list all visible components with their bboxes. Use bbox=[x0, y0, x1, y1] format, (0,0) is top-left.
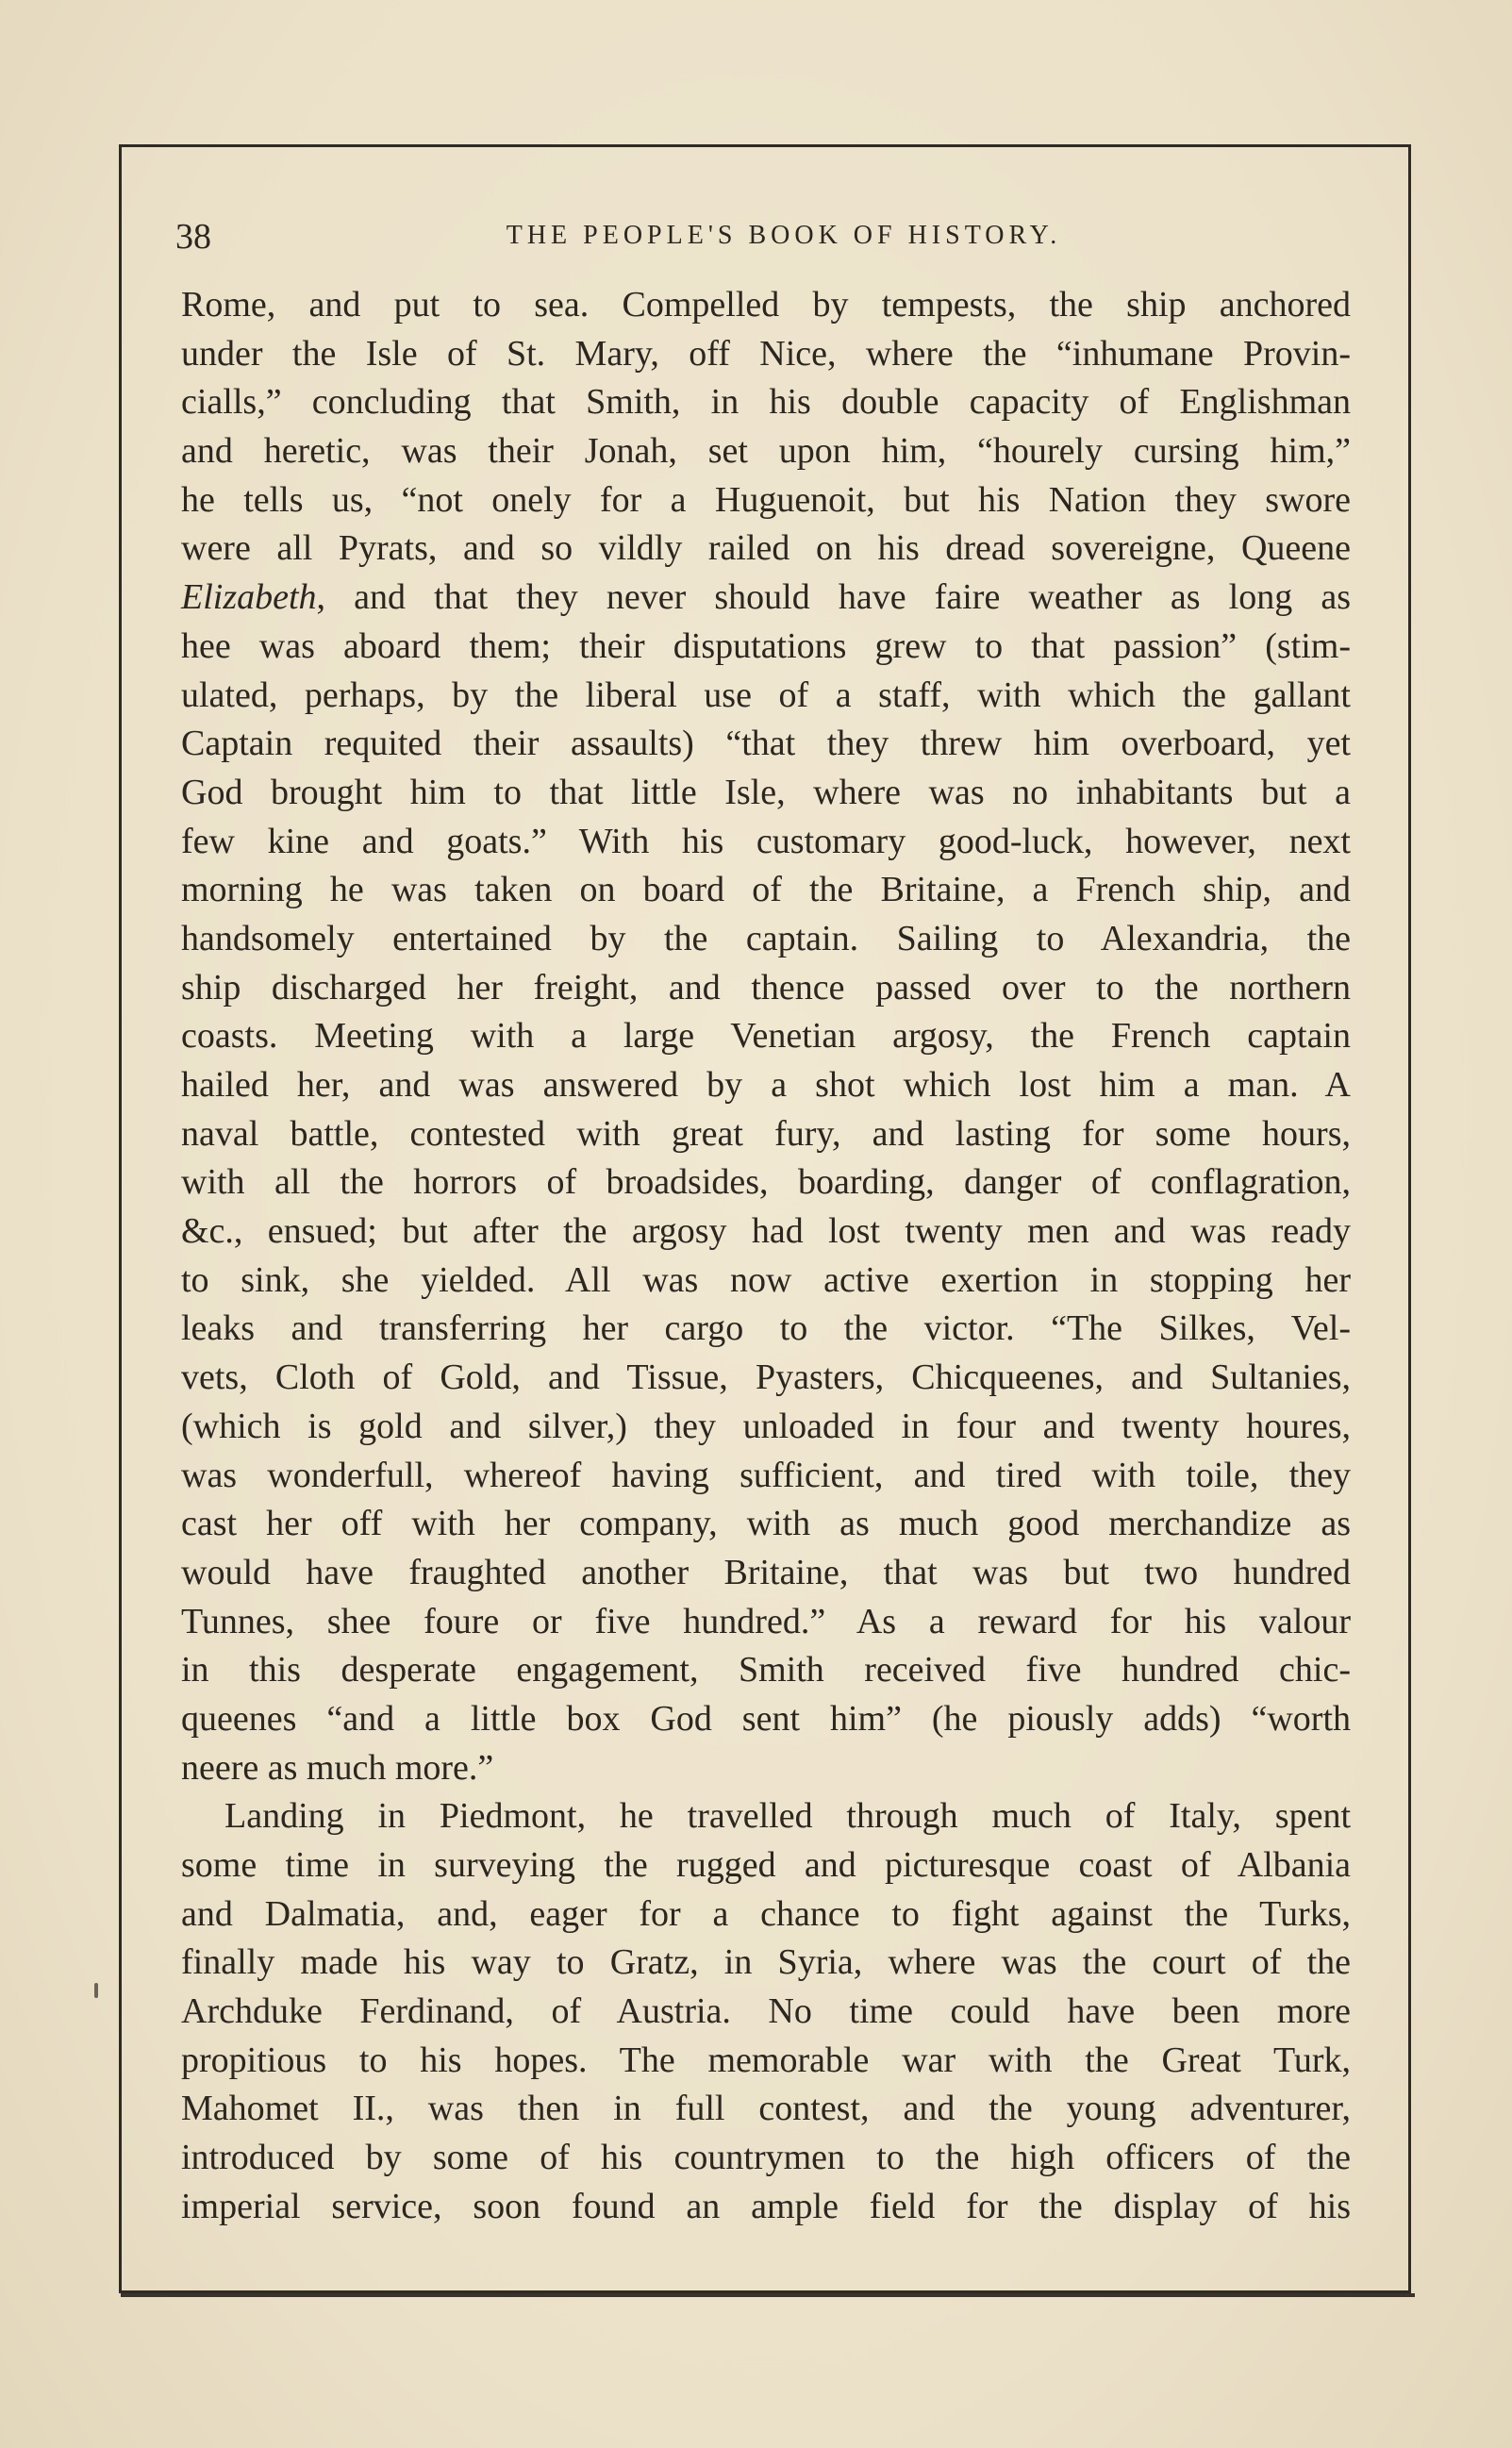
text-line: hee was aboard them; their disputations grew to that passion” (stim- bbox=[181, 625, 1351, 666]
text-line: under the Isle of St. Mary, off Nice, where the “inhumane Provin- bbox=[181, 333, 1351, 374]
text-line: Elizabeth, and that they never should have faire weather as long as bbox=[181, 577, 1351, 618]
text-line: Tunnes, shee foure or five hundred.” As a reward for his valour bbox=[181, 1601, 1351, 1641]
margin-mark bbox=[94, 1983, 98, 1998]
body-text bbox=[181, 281, 1351, 2232]
running-head: THE PEOPLE'S BOOK OF HISTORY. bbox=[506, 221, 1062, 250]
text-line: to sink, she yielded. All was now active exertion in stopping her bbox=[181, 1259, 1351, 1300]
text-line: &c., ensued; but after the argosy had lost twenty men and was ready bbox=[181, 1211, 1351, 1252]
text-line: cast her off with her company, with as much good merchandize as bbox=[181, 1504, 1351, 1544]
text-line: God brought him to that little Isle, where was no inhabitants but a bbox=[181, 772, 1351, 812]
text-line: hailed her, and was answered by a shot which lost him a man. A bbox=[181, 1065, 1351, 1105]
text-line: Mahomet II., was then in full contest, and the young adventurer, bbox=[181, 2089, 1351, 2129]
text-line: was wonderfull, whereof having sufficient, and tired with toile, they bbox=[181, 1455, 1351, 1495]
text-line: Captain requited their assaults) “that they threw him overboard, yet bbox=[181, 724, 1351, 764]
text-line: propitious to his hopes. The memorable war with the Great Turk, bbox=[181, 2040, 1351, 2080]
text-line: few kine and goats.” With his customary good-luck, however, next bbox=[181, 821, 1351, 861]
text-line: would have fraughted another Britaine, that was but two hundred bbox=[181, 1552, 1351, 1592]
text-line: (which is gold and silver,) they unloaded in four and twenty houres, bbox=[181, 1406, 1351, 1446]
text-line: Rome, and put to sea. Compelled by tempests, the ship anchored bbox=[181, 285, 1351, 325]
text-line: he tells us, “not onely for a Huguenoit, but his Nation they swore bbox=[181, 479, 1351, 520]
text-line: in this desperate engagement, Smith received five hundred chic- bbox=[181, 1650, 1351, 1690]
text-line: with all the horrors of broadsides, boarding, danger of conflagration, bbox=[181, 1162, 1351, 1203]
text-line: were all Pyrats, and so vildly railed on his dread sovereigne, Queene bbox=[181, 528, 1351, 569]
text-line: naval battle, contested with great fury, and lasting for some hours, bbox=[181, 1113, 1351, 1154]
text-line: ulated, perhaps, by the liberal use of a staff, with which the gallant bbox=[181, 674, 1351, 715]
text-line: morning he was taken on board of the Britaine, a French ship, and bbox=[181, 870, 1351, 910]
italic-word: Elizabeth bbox=[181, 577, 317, 618]
text-line: cialls,” concluding that Smith, in his double capacity of Englishman bbox=[181, 382, 1351, 423]
page-border-shadow bbox=[121, 2293, 1415, 2297]
text-line: and Dalmatia, and, eager for a chance to fight against the Turks, bbox=[181, 1893, 1351, 1934]
text-line: neere as much more.” bbox=[181, 1747, 494, 1788]
text-line: ship discharged her freight, and thence passed over to the northern bbox=[181, 967, 1351, 1008]
text-line: introduced by some of his countrymen to the high officers of the bbox=[181, 2138, 1351, 2178]
text-line: finally made his way to Gratz, in Syria, where was the court of the bbox=[181, 1942, 1351, 1983]
text-line: Archduke Ferdinand, of Austria. No time could have been more bbox=[181, 1991, 1351, 2032]
text-line: queenes “and a little box God sent him” (he piously adds) “worth bbox=[181, 1698, 1351, 1739]
text-line: and heretic, was their Jonah, set upon him, “hourely cursing him,” bbox=[181, 431, 1351, 472]
text-line: imperial service, soon found an ample field for the display of his bbox=[181, 2186, 1351, 2226]
text-line: leaks and transferring her cargo to the victor. “The Silkes, Vel- bbox=[181, 1308, 1351, 1349]
page-number: 38 bbox=[175, 217, 211, 257]
text-line: handsomely entertained by the captain. Sailing to Alexandria, the bbox=[181, 918, 1351, 958]
text-line: vets, Cloth of Gold, and Tissue, Pyasters, Chicqueenes, and Sultanies, bbox=[181, 1357, 1351, 1398]
page-header bbox=[175, 213, 1354, 260]
text-line: some time in surveying the rugged and picturesque coast of Albania bbox=[181, 1845, 1351, 1885]
text-line: coasts. Meeting with a large Venetian argosy, the French captain bbox=[181, 1016, 1351, 1057]
text-line: Landing in Piedmont, he travelled through much of Italy, spent bbox=[224, 1796, 1351, 1837]
